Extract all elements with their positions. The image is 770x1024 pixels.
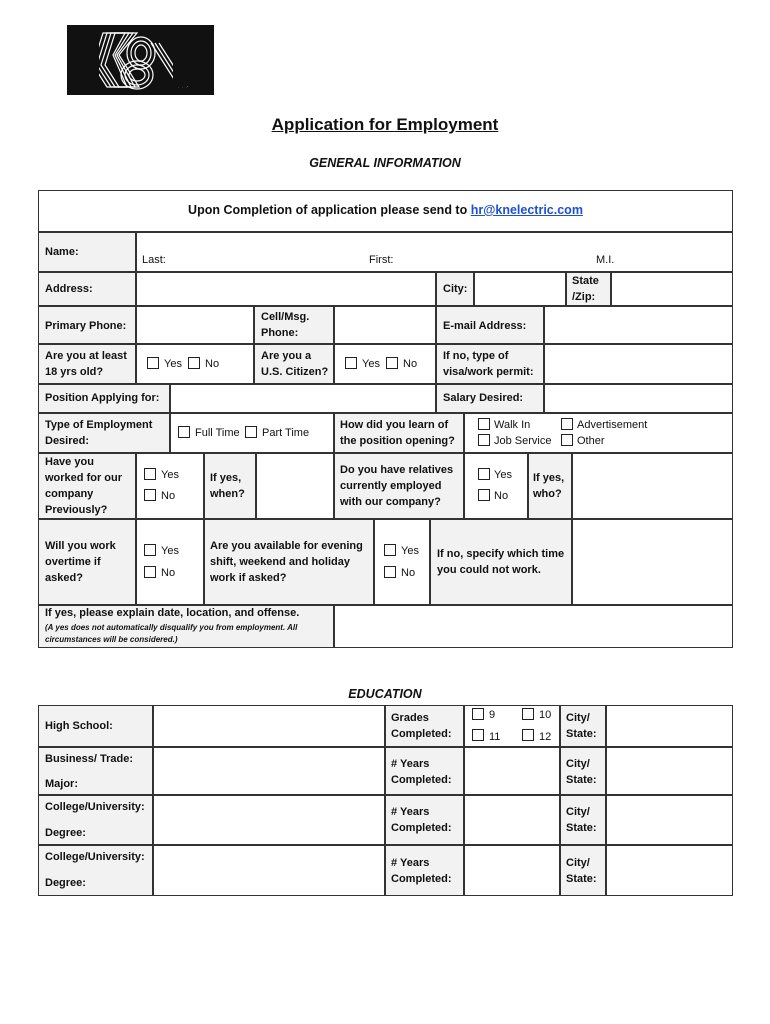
college-1-label: College/University: bbox=[45, 801, 145, 813]
overtime-yes-checkbox[interactable] bbox=[144, 544, 156, 556]
primary-phone-input[interactable] bbox=[136, 306, 254, 344]
grade-11-label: 11 bbox=[489, 731, 501, 743]
job-service-checkbox[interactable] bbox=[478, 434, 490, 446]
worked-label: Have you bbox=[45, 456, 94, 468]
company-logo bbox=[67, 25, 214, 95]
business-state-label: State: bbox=[566, 774, 597, 786]
learn-label: How did you learn of bbox=[340, 419, 449, 431]
shift-no-checkbox[interactable] bbox=[384, 566, 396, 578]
learn-label-2: the position opening? bbox=[340, 435, 455, 447]
age-label: Are you at least bbox=[45, 350, 127, 362]
state-zip-input[interactable] bbox=[611, 272, 733, 306]
college-1-years-label: # Years bbox=[391, 806, 430, 818]
overtime-label-3: asked? bbox=[45, 572, 83, 584]
degree-1-label: Degree: bbox=[45, 827, 86, 839]
address-input[interactable] bbox=[136, 272, 436, 306]
business-years-label: # Years bbox=[391, 758, 430, 770]
page-title: Application for Employment bbox=[271, 115, 499, 134]
worked-yes-checkbox[interactable] bbox=[144, 468, 156, 480]
shift-answer-cell bbox=[374, 519, 430, 605]
send-notice: Upon Completion of application please send to hr@knelectric.com bbox=[188, 203, 583, 217]
college-2-state-label: State: bbox=[566, 873, 597, 885]
business-years-label-2: Completed: bbox=[391, 774, 452, 786]
visa-label-2: visa/work permit: bbox=[443, 366, 534, 378]
high-school-input[interactable] bbox=[153, 705, 385, 747]
email-label: E-mail Address: bbox=[443, 320, 527, 332]
citizen-yes-checkbox[interactable] bbox=[345, 357, 357, 369]
hr-email-link[interactable]: hr@knelectric.com bbox=[470, 203, 583, 217]
relatives-yes-label: Yes bbox=[494, 469, 512, 481]
name-input[interactable] bbox=[136, 232, 733, 272]
city-input[interactable] bbox=[474, 272, 566, 306]
email-input[interactable] bbox=[544, 306, 733, 344]
salary-input[interactable] bbox=[544, 384, 733, 413]
walk-in-label: Walk In bbox=[494, 419, 531, 431]
age-no-checkbox[interactable] bbox=[188, 357, 200, 369]
age-yes-checkbox[interactable] bbox=[147, 357, 159, 369]
worked-label-3: company bbox=[45, 488, 94, 500]
overtime-yes-label: Yes bbox=[161, 545, 179, 557]
advertisement-label: Advertisement bbox=[577, 419, 648, 431]
part-time-label: Part Time bbox=[262, 427, 310, 439]
age-yes-label: Yes bbox=[164, 358, 182, 370]
specify-label-2: you could not work. bbox=[437, 564, 541, 576]
relatives-no-checkbox[interactable] bbox=[478, 489, 490, 501]
college-1-state-label: State: bbox=[566, 822, 597, 834]
college-1-city-state-input[interactable] bbox=[606, 795, 733, 845]
worked-label-4: Previously? bbox=[45, 504, 108, 516]
college-1-city-label: City/ bbox=[566, 806, 590, 818]
relatives-yes-checkbox[interactable] bbox=[478, 468, 490, 480]
zip-label: /Zip: bbox=[572, 291, 596, 303]
relatives-who-label-2: who? bbox=[533, 488, 562, 500]
position-label: Position Applying for: bbox=[45, 392, 160, 404]
worked-when-label: If yes, bbox=[210, 472, 242, 484]
grade-12-label: 12 bbox=[539, 731, 552, 743]
business-input[interactable] bbox=[153, 747, 385, 795]
worked-no-checkbox[interactable] bbox=[144, 489, 156, 501]
grade-11-checkbox[interactable] bbox=[472, 729, 484, 741]
worked-when-input[interactable] bbox=[256, 453, 334, 519]
offense-note-2: circumstances will be considered.) bbox=[45, 635, 178, 644]
college-2-city-label: City/ bbox=[566, 857, 590, 869]
overtime-answer-cell bbox=[136, 519, 204, 605]
citizen-yes-label: Yes bbox=[362, 358, 380, 370]
citizen-no-label: No bbox=[403, 358, 418, 370]
worked-yes-label: Yes bbox=[161, 469, 179, 481]
business-years-input[interactable] bbox=[464, 747, 560, 795]
offense-note: (A yes does not automatically disqualify you from employment. All bbox=[45, 623, 298, 632]
relatives-who-label: If yes, bbox=[533, 472, 565, 484]
college-2-label: College/University: bbox=[45, 851, 145, 863]
relatives-label-2: currently employed bbox=[340, 480, 442, 492]
worked-label-2: worked for our bbox=[45, 472, 123, 484]
business-city-state-input[interactable] bbox=[606, 747, 733, 795]
section-general-title: GENERAL INFORMATION bbox=[309, 156, 461, 170]
first-name-label: First: bbox=[369, 254, 394, 266]
advertisement-checkbox[interactable] bbox=[561, 418, 573, 430]
worked-no-label: No bbox=[161, 490, 176, 502]
age-label-2: 18 yrs old? bbox=[45, 366, 104, 378]
city-label: City: bbox=[443, 283, 468, 295]
relatives-label-3: with our company? bbox=[340, 496, 441, 508]
college-1-input[interactable] bbox=[153, 795, 385, 845]
primary-phone-label: Primary Phone: bbox=[45, 320, 127, 332]
specify-input[interactable] bbox=[572, 519, 733, 605]
middle-initial-label: M.I. bbox=[596, 254, 615, 266]
degree-2-label: Degree: bbox=[45, 877, 86, 889]
grade-9-checkbox[interactable] bbox=[472, 708, 484, 720]
grades-label: Grades bbox=[391, 712, 429, 724]
high-school-label: High School: bbox=[45, 720, 113, 732]
job-service-label: Job Service bbox=[494, 435, 552, 447]
overtime-label-2: overtime if bbox=[45, 556, 101, 568]
college-1-years-input[interactable] bbox=[464, 795, 560, 845]
grade-10-checkbox[interactable] bbox=[522, 708, 534, 720]
visa-input[interactable] bbox=[544, 344, 733, 384]
worked-answer-cell bbox=[136, 453, 204, 519]
shift-no-label: No bbox=[401, 567, 416, 579]
shift-yes-label: Yes bbox=[401, 545, 419, 557]
overtime-no-checkbox[interactable] bbox=[144, 566, 156, 578]
last-name-label: Last: bbox=[142, 254, 166, 266]
overtime-label: Will you work bbox=[45, 540, 116, 552]
major-label: Major: bbox=[45, 778, 78, 790]
part-time-checkbox[interactable] bbox=[245, 426, 257, 438]
visa-label: If no, type of bbox=[443, 350, 509, 362]
full-time-checkbox[interactable] bbox=[178, 426, 190, 438]
relatives-label: Do you have relatives bbox=[340, 464, 454, 476]
employment-type-label-2: Desired: bbox=[45, 435, 90, 447]
full-time-label: Full Time bbox=[195, 427, 240, 439]
other-label: Other bbox=[577, 435, 605, 447]
cell-phone-label: Cell/Msg. bbox=[261, 311, 310, 323]
relatives-no-label: No bbox=[494, 490, 509, 502]
offense-label: If yes, please explain date, location, and offense. bbox=[45, 607, 300, 619]
address-label: Address: bbox=[45, 283, 93, 295]
grade-12-checkbox[interactable] bbox=[522, 729, 534, 741]
salary-label: Salary Desired: bbox=[443, 392, 524, 404]
specify-label: If no, specify which time bbox=[437, 548, 565, 560]
citizen-no-checkbox[interactable] bbox=[386, 357, 398, 369]
citizen-label-2: U.S. Citizen? bbox=[261, 366, 329, 378]
cell-phone-label-2: Phone: bbox=[261, 327, 299, 339]
position-input[interactable] bbox=[170, 384, 436, 413]
shift-label: Are you available for evening bbox=[210, 540, 363, 552]
shift-label-2: shift, weekend and holiday bbox=[210, 556, 350, 568]
college-2-years-label: # Years bbox=[391, 857, 430, 869]
shift-label-3: work if asked? bbox=[210, 572, 287, 584]
college-1-years-label-2: Completed: bbox=[391, 822, 452, 834]
college-2-years-input[interactable] bbox=[464, 845, 560, 896]
college-2-city-state-input[interactable] bbox=[606, 845, 733, 896]
overtime-no-label: No bbox=[161, 567, 176, 579]
walk-in-checkbox[interactable] bbox=[478, 418, 490, 430]
business-label: Business/ Trade: bbox=[45, 753, 134, 765]
other-checkbox[interactable] bbox=[561, 434, 573, 446]
relatives-answer-cell bbox=[464, 453, 528, 519]
hs-city-label: City/ bbox=[566, 712, 590, 724]
hs-state-label: State: bbox=[566, 728, 597, 740]
shift-yes-checkbox[interactable] bbox=[384, 544, 396, 556]
state-label: State bbox=[572, 275, 599, 287]
section-education-title: EDUCATION bbox=[348, 687, 422, 701]
college-2-years-label-2: Completed: bbox=[391, 873, 452, 885]
age-no-label: No bbox=[205, 358, 220, 370]
relatives-who-input[interactable] bbox=[572, 453, 733, 519]
citizen-label: Are you a bbox=[261, 350, 312, 362]
employment-type-label: Type of Employment bbox=[45, 419, 153, 431]
grade-10-label: 10 bbox=[539, 709, 552, 721]
worked-when-label-2: when? bbox=[210, 488, 245, 500]
name-label: Name: bbox=[45, 246, 79, 258]
business-city-label: City/ bbox=[566, 758, 590, 770]
grades-label-2: Completed: bbox=[391, 728, 452, 740]
college-2-input[interactable] bbox=[153, 845, 385, 896]
grade-9-label: 9 bbox=[489, 709, 496, 721]
hs-city-state-input[interactable] bbox=[606, 705, 733, 747]
offense-input[interactable] bbox=[334, 605, 733, 648]
cell-phone-input[interactable] bbox=[334, 306, 436, 344]
